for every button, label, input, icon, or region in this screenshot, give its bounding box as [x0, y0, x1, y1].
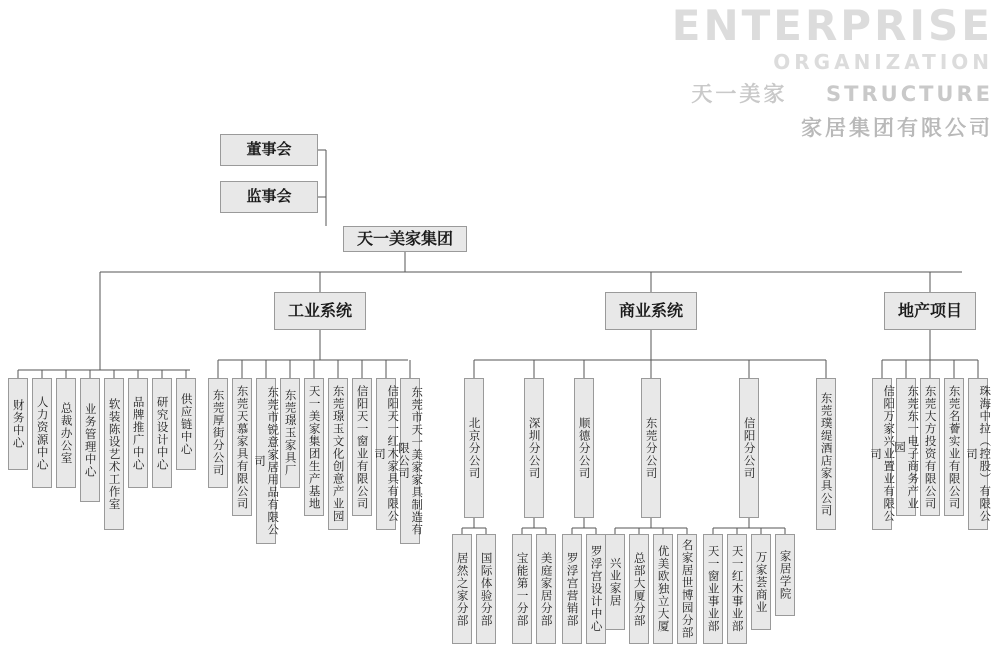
- node-industrial-unit-label: 信阳天一窗业有限公司: [355, 384, 370, 510]
- node-realestate-unit[interactable]: [965, 378, 993, 530]
- node-group[interactable]: [343, 226, 467, 252]
- node-commercial-subunit-label: 兴业家居: [608, 557, 623, 607]
- node-industrial-unit-label: 东莞市锐意家居用品有限公司: [253, 386, 281, 536]
- node-hq-dept-label: 供应链中心: [179, 392, 194, 456]
- node-hq-dept[interactable]: [8, 378, 28, 470]
- node-hq-dept-label: 软装陈设艺术工作室: [107, 397, 122, 511]
- title-english-sub-line2: STRUCTURE: [826, 82, 993, 107]
- node-commercial-branch[interactable]: [574, 378, 594, 518]
- node-hq-dept-label: 总裁办公室: [59, 401, 74, 465]
- node-realestate-unit[interactable]: [920, 378, 940, 516]
- node-system-industrial-label: 工业系统: [287, 300, 352, 320]
- node-hq-dept[interactable]: [104, 378, 124, 530]
- node-hq-dept-label: 品牌推广中心: [131, 395, 146, 471]
- node-commercial-subunit[interactable]: [629, 534, 649, 644]
- node-commercial-subunit[interactable]: [476, 534, 496, 644]
- node-commercial-subunit[interactable]: [727, 534, 747, 644]
- node-industrial-unit[interactable]: [280, 378, 300, 488]
- node-commercial-branch-label: 东莞璞缇酒店家具公司: [819, 391, 834, 517]
- node-industrial-unit[interactable]: [253, 378, 281, 544]
- node-commercial-branch-label: 信阳分公司: [742, 416, 757, 480]
- title-english-main: ENTERPRISE: [671, 1, 993, 50]
- node-realestate-unit-label: 信阳万家兴业置业有限公司: [869, 385, 897, 523]
- node-commercial-subunit-label: 罗浮宫营销部: [565, 551, 580, 627]
- node-commercial-branch[interactable]: [739, 378, 759, 518]
- node-system-commercial-label: 商业系统: [618, 300, 683, 320]
- node-commercial-subunit-label: 名家居世博园分部: [680, 539, 695, 639]
- node-hq-dept[interactable]: [80, 378, 100, 502]
- node-hq-dept[interactable]: [176, 378, 196, 470]
- node-industrial-unit-label: 东莞璟玉文化创意产业园: [331, 385, 346, 523]
- node-realestate-unit[interactable]: [893, 378, 921, 516]
- node-commercial-branch[interactable]: [641, 378, 661, 518]
- node-commercial-branch[interactable]: [464, 378, 484, 518]
- node-supervisory-board[interactable]: [220, 181, 318, 213]
- node-commercial-subunit[interactable]: [536, 534, 556, 644]
- node-commercial-subunit[interactable]: [605, 534, 625, 630]
- node-commercial-branch-label: 顺德分公司: [577, 416, 592, 480]
- node-commercial-subunit-label: 宝能第一分部: [515, 551, 530, 627]
- node-group-label: 天一美家集团: [356, 228, 453, 248]
- node-realestate-unit-label: 珠海中拉（控股）有限公司: [965, 385, 993, 523]
- node-commercial-subunit-label: 万家荟商业: [754, 550, 769, 614]
- node-hq-dept[interactable]: [32, 378, 52, 488]
- node-industrial-unit-label: 东莞厚街分公司: [211, 389, 226, 477]
- node-hq-dept-label: 研究设计中心: [155, 395, 170, 471]
- node-commercial-branch[interactable]: [524, 378, 544, 518]
- node-commercial-branch-label: 深圳分公司: [527, 416, 542, 480]
- node-commercial-branch-label: 东莞分公司: [644, 416, 659, 480]
- title-company-cn: 家居集团有限公司: [801, 116, 993, 141]
- node-commercial-subunit-label: 天一窗业事业部: [706, 545, 721, 633]
- node-industrial-unit[interactable]: [397, 378, 425, 544]
- node-board[interactable]: [220, 134, 318, 166]
- node-industrial-unit-label: 信阳天一红木家具有限公司: [373, 385, 401, 523]
- node-realestate-unit-label: 东莞东一电子商务产业园: [893, 384, 921, 510]
- node-commercial-subunit-label: 天一红木事业部: [730, 545, 745, 633]
- node-board-label: 董事会: [246, 140, 292, 159]
- node-system-industrial[interactable]: [274, 292, 366, 330]
- node-commercial-subunit[interactable]: [653, 534, 673, 644]
- node-commercial-subunit-label: 国际体验分部: [479, 551, 494, 627]
- node-hq-dept[interactable]: [128, 378, 148, 488]
- node-realestate-unit[interactable]: [944, 378, 964, 516]
- node-commercial-subunit[interactable]: [562, 534, 582, 644]
- node-supervisory-board-label: 监事会: [246, 187, 292, 206]
- node-commercial-subunit[interactable]: [751, 534, 771, 630]
- node-realestate-unit-label: 东莞名薈实业有限公司: [947, 384, 962, 510]
- node-commercial-subunit[interactable]: [586, 534, 606, 644]
- node-commercial-subunit[interactable]: [775, 534, 795, 616]
- node-hq-dept[interactable]: [56, 378, 76, 488]
- title-english-sub-line1: ORGANIZATION: [773, 50, 993, 75]
- node-commercial-subunit[interactable]: [452, 534, 472, 644]
- node-industrial-unit[interactable]: [304, 378, 324, 516]
- node-commercial-subunit-label: 居然之家分部: [455, 551, 470, 627]
- node-commercial-subunit-label: 总部大厦分部: [632, 551, 647, 627]
- node-commercial-branch[interactable]: [816, 378, 836, 530]
- node-commercial-subunit-label: 家居学院: [778, 550, 793, 600]
- node-system-commercial[interactable]: [605, 292, 697, 330]
- node-industrial-unit-label: 东莞市天一美家家具制造有限公司: [397, 386, 425, 536]
- title-brand-cn: 天一美家: [691, 82, 788, 107]
- node-industrial-unit-label: 东莞璟玉家具厂: [283, 389, 298, 477]
- node-commercial-branch-label: 北京分公司: [467, 416, 482, 480]
- node-system-realestate-label: 地产项目: [897, 300, 962, 320]
- node-commercial-subunit-label: 罗浮宫设计中心: [589, 545, 604, 633]
- node-industrial-unit-label: 天一美家集团生产基地: [307, 384, 322, 510]
- title-block: [671, 1, 993, 142]
- node-industrial-unit-label: 东莞天慕家具有限公司: [235, 384, 250, 510]
- node-industrial-unit[interactable]: [328, 378, 348, 530]
- node-hq-dept[interactable]: [152, 378, 172, 488]
- node-system-realestate[interactable]: [884, 292, 976, 330]
- node-commercial-subunit-label: 美庭家居分部: [539, 551, 554, 627]
- node-realestate-unit-label: 东莞大方投资有限公司: [923, 384, 938, 510]
- node-commercial-subunit[interactable]: [703, 534, 723, 644]
- node-commercial-subunit[interactable]: [512, 534, 532, 644]
- node-industrial-unit[interactable]: [352, 378, 372, 516]
- title-brand-row: [672, 78, 993, 108]
- node-industrial-unit[interactable]: [232, 378, 252, 516]
- node-commercial-subunit[interactable]: [677, 534, 697, 644]
- node-realestate-unit[interactable]: [869, 378, 897, 530]
- node-commercial-subunit-label: 优美欧独立大厦: [656, 545, 671, 633]
- node-industrial-unit[interactable]: [208, 378, 228, 488]
- node-hq-dept-label: 财务中心: [11, 399, 26, 449]
- node-hq-dept-label: 人力资源中心: [35, 395, 50, 471]
- node-hq-dept-label: 业务管理中心: [83, 402, 98, 478]
- node-industrial-unit[interactable]: [373, 378, 401, 530]
